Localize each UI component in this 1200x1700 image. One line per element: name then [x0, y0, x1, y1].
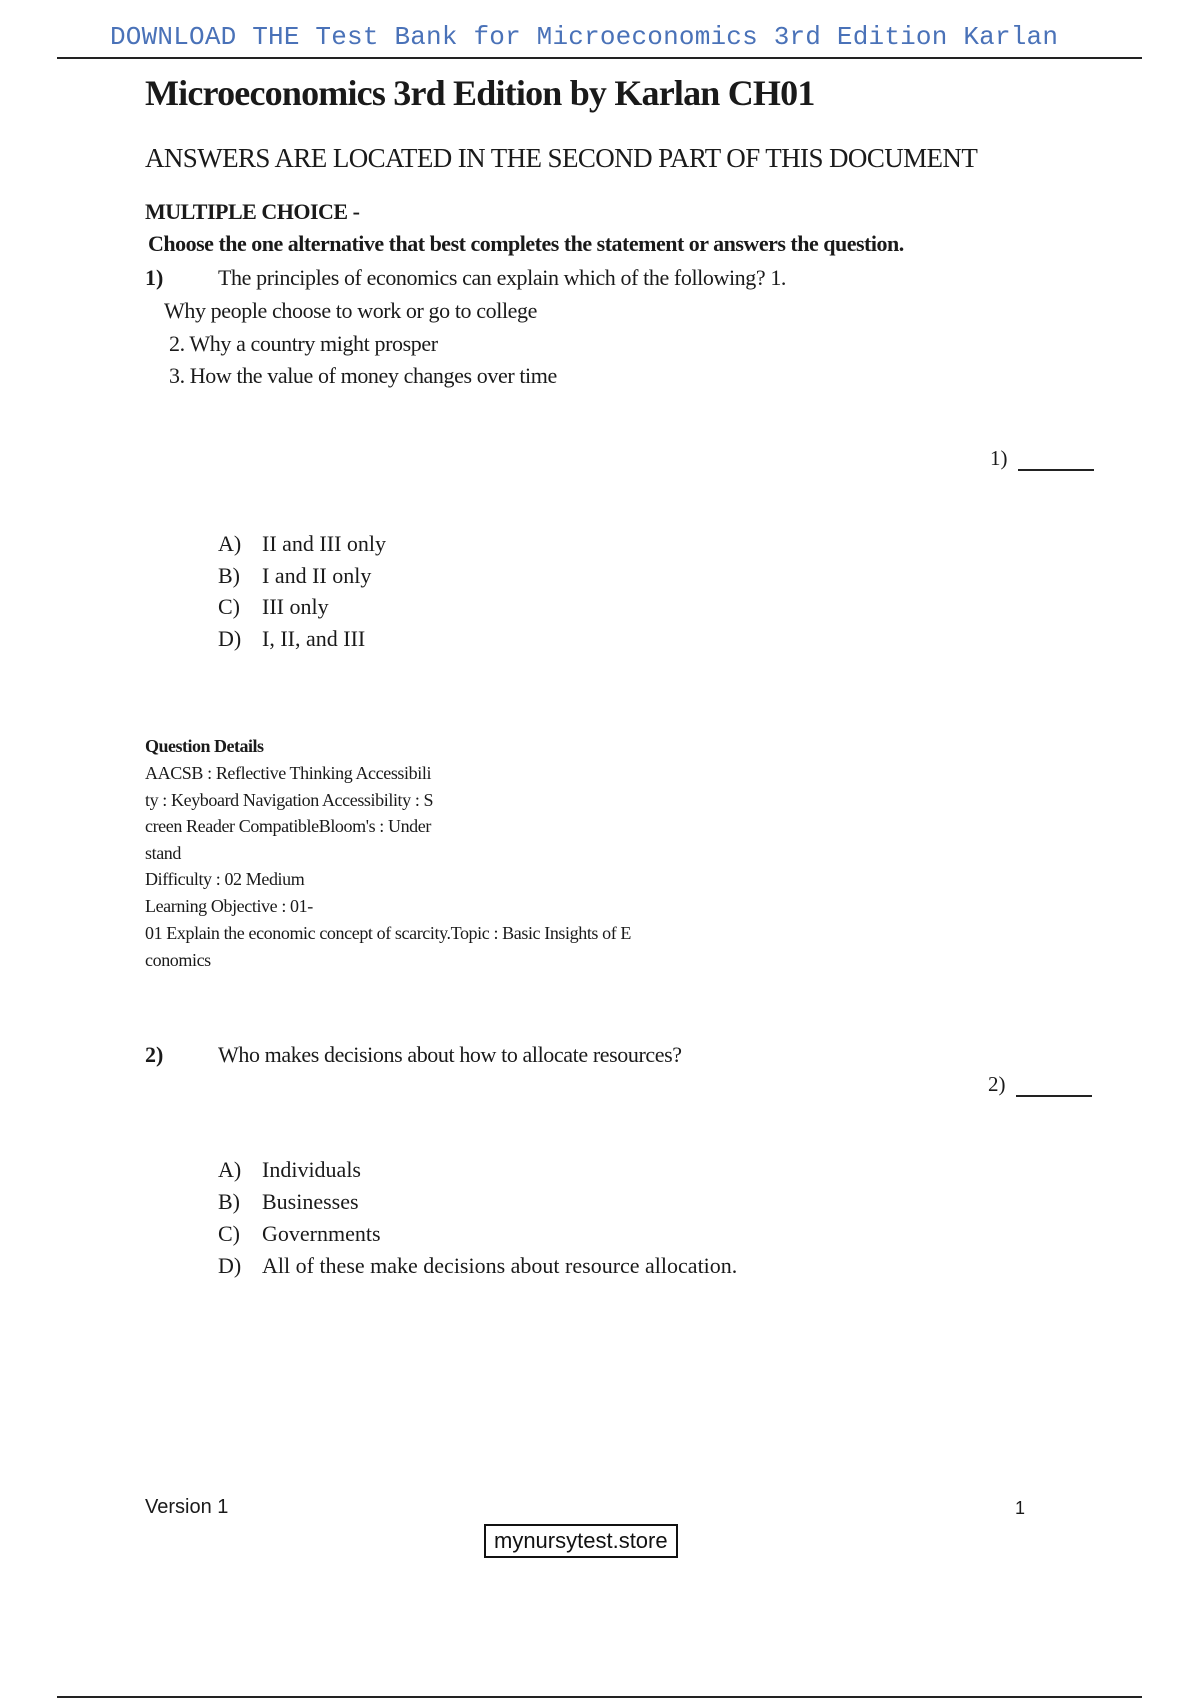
option-text: III only — [262, 594, 329, 619]
document-title: Microeconomics 3rd Edition by Karlan CH01 — [145, 73, 815, 113]
option-text: All of these make decisions about resource allocation. — [262, 1253, 738, 1278]
question-details-line: Learning Objective : 01- — [145, 896, 313, 916]
question-1-item: 3. How the value of money changes over time — [169, 363, 557, 388]
option-letter: A) — [218, 1157, 242, 1182]
option-d[interactable] — [218, 1253, 737, 1279]
answer-blank[interactable] — [1016, 1077, 1092, 1097]
question-details-line: creen Reader CompatibleBloom's : Under — [145, 816, 431, 836]
question-2-text: Who makes decisions about how to allocate resources? — [218, 1042, 682, 1067]
header-rule — [57, 57, 1142, 59]
question-1-text: The principles of economics can explain which of the following? 1. — [218, 265, 787, 290]
option-c[interactable] — [218, 594, 329, 620]
option-text: Individuals — [262, 1157, 361, 1182]
footer-version: Version 1 — [145, 1496, 229, 1518]
question-2-number: 2) — [145, 1042, 164, 1067]
answer-slot-1[interactable] — [990, 446, 1094, 471]
option-text: II and III only — [262, 531, 387, 556]
section-heading: MULTIPLE CHOICE - — [145, 199, 360, 224]
option-d[interactable] — [218, 626, 365, 652]
question-details-line: 01 Explain the economic concept of scarcity.Topic : Basic Insights of E — [145, 923, 632, 943]
option-letter: C) — [218, 1221, 240, 1246]
option-c[interactable] — [218, 1221, 381, 1247]
page-number: 1 — [1015, 1498, 1026, 1518]
option-a[interactable] — [218, 1157, 361, 1183]
answers-note: ANSWERS ARE LOCATED IN THE SECOND PART OF THIS DOCUMENT — [145, 143, 978, 173]
option-text: Businesses — [262, 1189, 359, 1214]
option-letter: A) — [218, 531, 242, 556]
option-letter: C) — [218, 594, 240, 619]
option-b[interactable] — [218, 563, 371, 589]
answer-slot-label: 1) — [990, 446, 1008, 470]
question-details-line: AACSB : Reflective Thinking Accessibili — [145, 763, 432, 783]
question-details-line: conomics — [145, 950, 211, 970]
option-letter: D) — [218, 1253, 242, 1278]
question-1-number: 1) — [145, 265, 164, 290]
option-text: I, II, and III — [262, 626, 366, 651]
option-letter: D) — [218, 626, 242, 651]
question-details-line: Difficulty : 02 Medium — [145, 869, 305, 889]
question-1-item: 2. Why a country might prosper — [169, 331, 438, 356]
option-text: Governments — [262, 1221, 381, 1246]
answer-slot-label: 2) — [988, 1072, 1006, 1096]
question-details-heading: Question Details — [145, 736, 264, 756]
question-details-line: ty : Keyboard Navigation Accessibility : S — [145, 790, 434, 810]
instruction-text: Choose the one alternative that best completes the statement or answers the question. — [148, 231, 904, 256]
download-banner[interactable]: DOWNLOAD THE Test Bank for Microeconomics 3rd Edition Karlan — [110, 22, 1059, 52]
question-details-line: stand — [145, 843, 181, 863]
option-letter: B) — [218, 1189, 240, 1214]
answer-slot-2[interactable] — [988, 1072, 1092, 1097]
option-a[interactable] — [218, 531, 386, 557]
answer-blank[interactable] — [1018, 451, 1094, 471]
bottom-rule — [57, 1696, 1142, 1698]
option-b[interactable] — [218, 1189, 359, 1215]
option-text: I and II only — [262, 563, 372, 588]
watermark-box: mynursytest.store — [484, 1524, 678, 1558]
option-letter: B) — [218, 563, 240, 588]
question-1-item: Why people choose to work or go to college — [164, 298, 537, 323]
